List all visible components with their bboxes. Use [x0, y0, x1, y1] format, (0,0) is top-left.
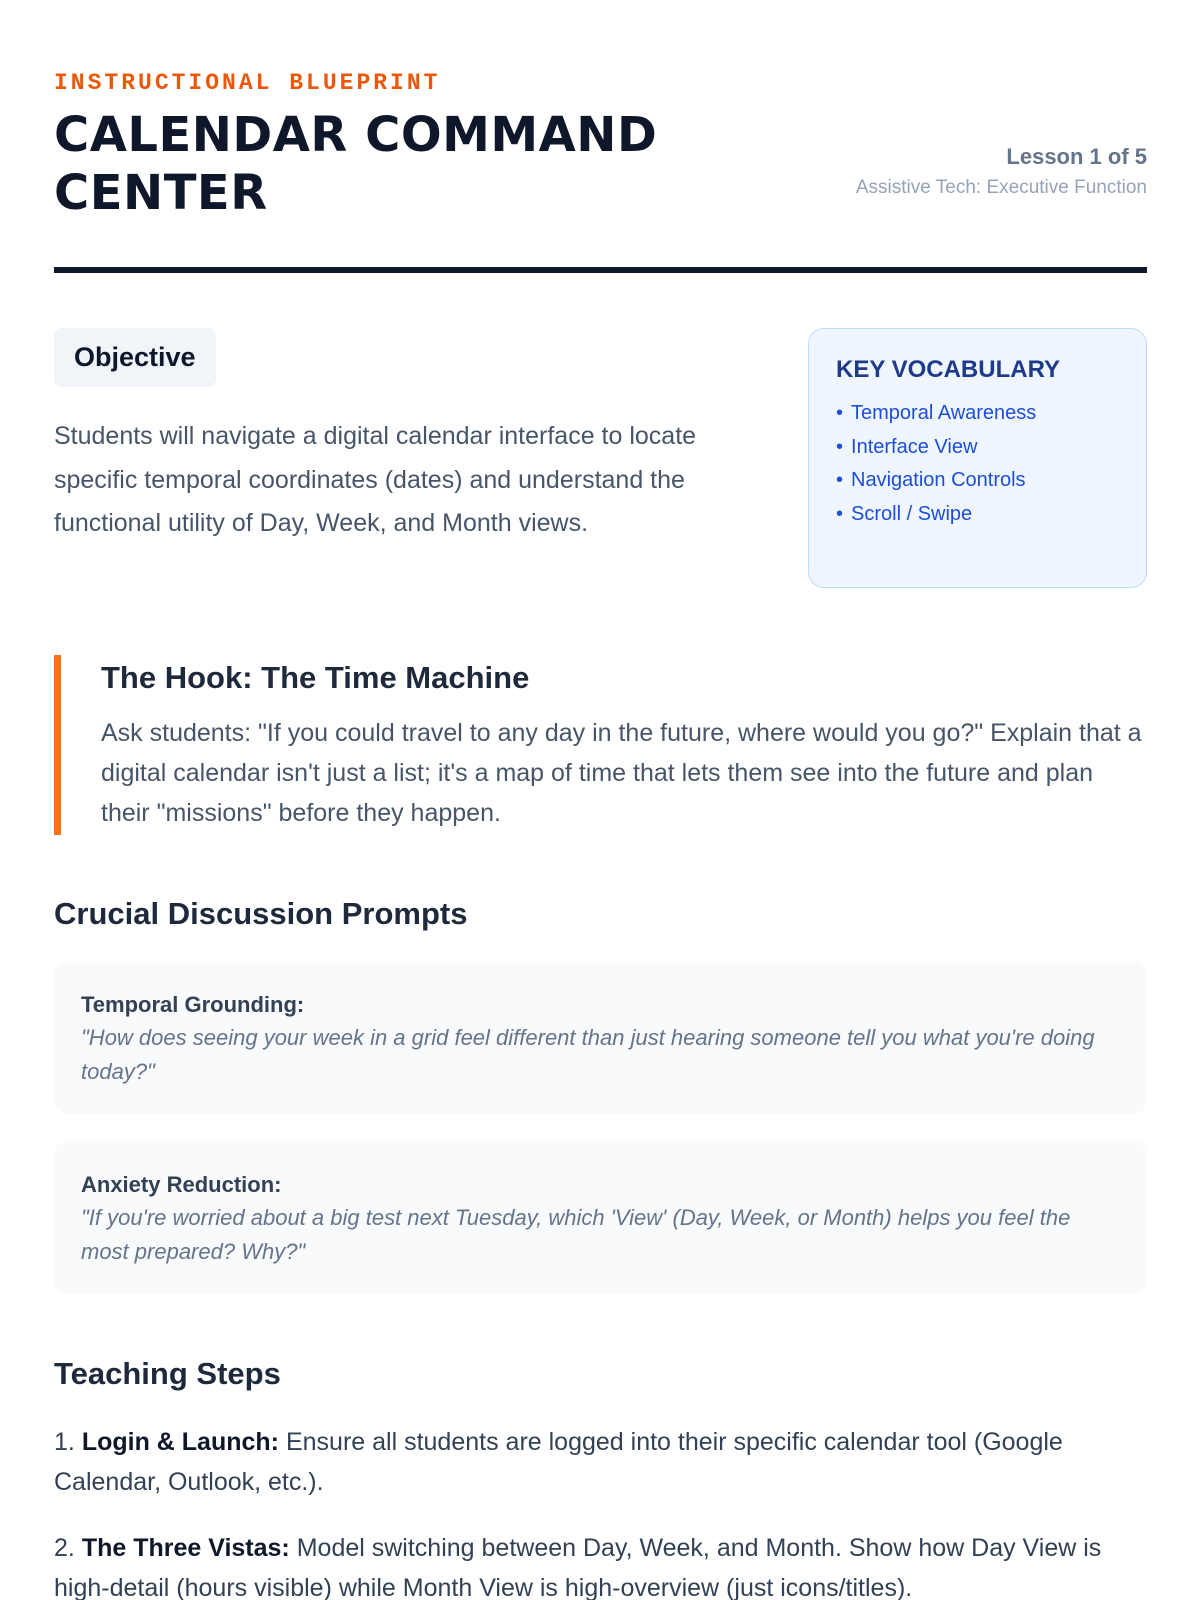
eyebrow-label: INSTRUCTIONAL BLUEPRINT: [54, 70, 441, 96]
objective-text: Students will navigate a digital calendar interface to locate specific temporal coordinates (dates) and understand the functional utility of Day, Week, and Month views.: [54, 422, 697, 537]
objective-label: Objective: [54, 328, 216, 387]
prompt-label: Temporal Grounding:: [81, 992, 305, 1017]
bullet-icon: •: [836, 435, 844, 458]
step-number: 2.: [54, 1534, 75, 1562]
hook-text: Ask students: "If you could travel to any day in the future, where would you go?" Explain that a digital calendar isn't just a list; it's a map of time that lets them see into the future and plan their "missions" before they happen.: [101, 719, 1142, 827]
prompt-quote: "How does seeing your week in a grid feel different than just hearing someone tell you what you're doing today?": [81, 1025, 1095, 1084]
vocabulary-item: • Temporal Awareness: [836, 397, 1119, 431]
bullet-icon: •: [836, 402, 844, 424]
lesson-number: Lesson 1 of 5: [1006, 144, 1147, 169]
bullet-icon: •: [836, 469, 844, 491]
page-title: CALENDAR COMMAND CENTER: [54, 107, 658, 221]
discussion-heading: Crucial Discussion Prompts: [54, 896, 468, 931]
discussion-prompt-card: [54, 961, 1147, 1114]
teaching-step: [54, 1422, 1147, 1502]
teaching-steps-heading: Teaching Steps: [54, 1356, 281, 1391]
vocabulary-item: • Scroll / Swipe: [836, 498, 1119, 532]
step-title: Login & Launch:: [81, 1428, 280, 1456]
discussion-prompt-card: [54, 1141, 1147, 1294]
hook-callout: [54, 655, 1147, 835]
vocabulary-card: [808, 328, 1147, 588]
header-divider: [54, 267, 1147, 273]
step-text: Ensure all students are logged into their specific calendar tool (Google Calendar, Outlook, etc.).: [54, 1428, 1063, 1496]
vocabulary-item: • Interface View: [836, 431, 1119, 465]
step-number: 1.: [54, 1428, 75, 1456]
bullet-icon: •: [836, 502, 844, 525]
lesson-meta: [827, 142, 1147, 201]
prompt-quote: "If you're worried about a big test next Tuesday, which 'View' (Day, Week, or Month) helps you feel the most prepared? Why?": [81, 1205, 1071, 1264]
vocabulary-title: KEY VOCABULARY: [836, 356, 1061, 383]
vocabulary-list: [836, 397, 1119, 531]
step-text: Model switching between Day, Week, and Month. Show how Day View is high-detail (hours visible) while Month View is high-overview (just icons/titles).: [54, 1534, 1102, 1600]
teaching-step: [54, 1528, 1147, 1600]
prompt-label: Anxiety Reduction:: [81, 1172, 282, 1197]
hook-title: The Hook: The Time Machine: [101, 660, 530, 695]
vocabulary-item: • Navigation Controls: [836, 464, 1119, 498]
course-name: Assistive Tech: Executive Function: [855, 177, 1147, 198]
step-title: The Three Vistas:: [81, 1534, 290, 1562]
